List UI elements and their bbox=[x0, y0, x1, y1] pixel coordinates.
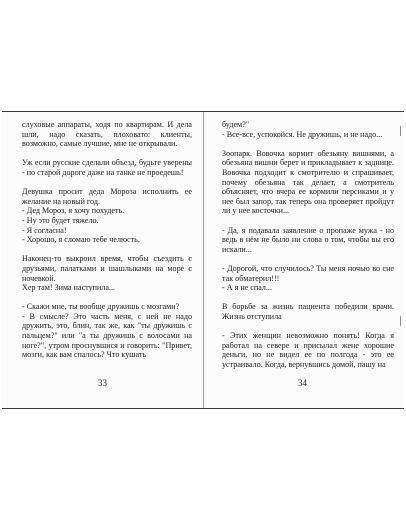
left-paragraph-4: Наконец-то выкроил время, чтобы съездить с друзьями, палатками и шашлыками на море с ночевкой. Хер там! Зима наступила... bbox=[22, 254, 192, 293]
right-page-text bbox=[222, 120, 394, 369]
left-paragraph-3: Девушка просит деда Мороза исполнить ее желание на новый год. - Дед Мороз, я хочу похудеть. - Ну это будет тяжело. - Я согласна! - Хорошо, я сломаю тебе челюсть. bbox=[22, 187, 192, 245]
right-edge-mark-top bbox=[400, 126, 401, 136]
book-spread bbox=[2, 111, 404, 409]
right-page-number: 34 bbox=[298, 378, 307, 388]
right-paragraph-6: - Этих женщин невозможно понять! Когда я работал на севере и присылал жене хорошие деньги, но не видел ее по полгода - это ее устраивало. Когда, вернувшись домой, пашу на bbox=[222, 331, 394, 369]
left-paragraph-1: слуховые аппараты, ходя по квартирам. И дела шли, надо сказать, плоховато: клиенты, возможно, самые лучшие, мне не открывали. bbox=[22, 120, 192, 149]
left-paragraph-5: - Скажи мне, ты вообще дружишь с мозгами? - В смысле? Это часть меня, с ней не надо дружить, это, блин, так же, как "ты дружишь с пальцем?" или "а ты дружишь с волосами на ноге?", утром проснувшися и говорить: "Привет, мозги, как вам спалось? Что кушать bbox=[22, 302, 192, 360]
right-edge-mark-bottom bbox=[400, 316, 401, 326]
page-gutter bbox=[203, 112, 204, 408]
right-paragraph-1: будем?" - Все-все, успокойся. Не дружишь, и не надо... bbox=[222, 120, 383, 139]
right-paragraph-3: - Да, я подавала заявление о пропаже мужа - но ведь в нём не было ни слова о том, чтобы вы его искали... bbox=[222, 225, 394, 254]
left-page-text bbox=[22, 120, 192, 360]
left-paragraph-2: Уж если русские сделали объезд, будьте уверены - по старой дороге даже на танке не проедешь! bbox=[22, 158, 192, 177]
right-paragraph-2: Зоопарк. Вовочка кормит обезьяну вишнями, а обезьяна вишни берет и прикладывает к заднице. Вовочка подходит к смотрителю и спрашивает, почему обезьяна так делает, а смотритель объясняет, что вчера ее кормили персиками и у нее был запор, так теперь она проверяет пройдут ли у нее косточки... bbox=[222, 148, 394, 216]
right-paragraph-5: В борьбе за жизнь пациента победили врачи. Жизнь отступила bbox=[222, 302, 394, 321]
left-page-number: 33 bbox=[98, 378, 107, 388]
right-paragraph-4: - Дорогой, что случилось? Ты меня ночью во сне так обматерил!!! - А я не спал... bbox=[222, 263, 394, 293]
